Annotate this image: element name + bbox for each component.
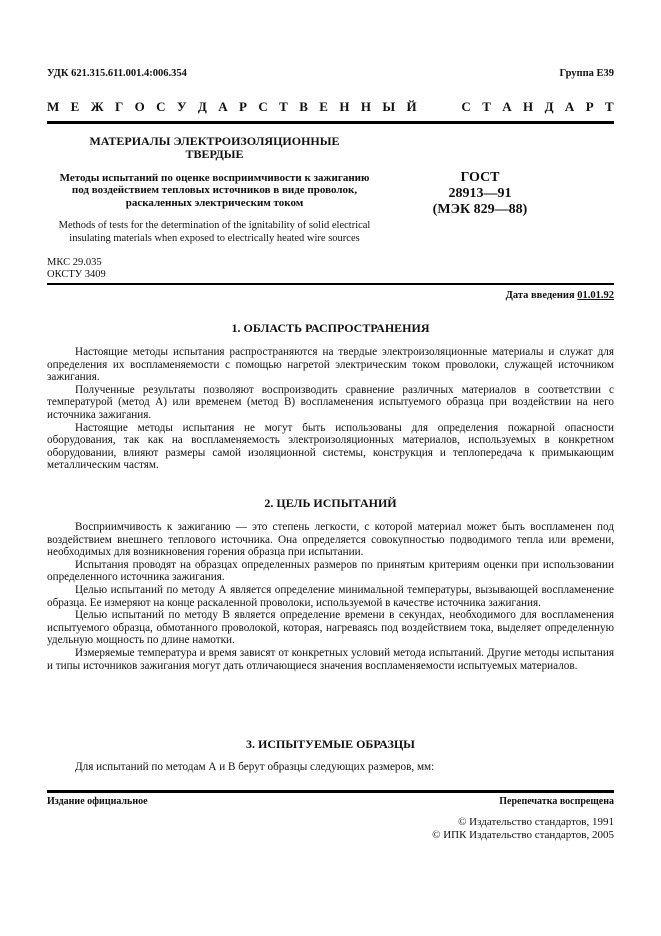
official-edition-label: Издание официальное [47, 796, 148, 807]
document-subtitle: Методы испытаний по оценке восприимчивости к зажиганию под воздействием тепловых источников в виде проволок, раскаленных электрическим током [59, 172, 370, 209]
section-2-body: Восприимчивость к зажиганию — это степень легкости, с которой материал может быть воспламенен под воздействием внешнего теплового источника. Она определяется совокупностью подводимого тепла или времени, необходимых для возникновения горения образца при испытании. Испытания проводят на образцах определенных размеров по принятым критериям оценки при использовании определенного источника зажигания. Целью испытаний по методу А является определение минимальной температуры, вызывающей воспламенение образца. Ее измеряют на конце раскаленной проволоки, используемой в качестве источника зажигания. Целью испытаний по методу В является определение времени в секундах, необходимого для воспламенения испытуемого образца, обмотанного проволокой, которая, нагреваясь под воздействием тока, выделяет определенную удельную мощность по длине намотки. Измеряемые температура и время зависят от конкретных условий метода испытаний. Другие методы испытания и типы источников зажигания могут дать отличающиеся значения воспламеняемости испытуемых материалов. [47, 521, 614, 672]
udk-code: УДК 621.315.611.001.4:006.354 [47, 68, 187, 79]
document-title: МАТЕРИАЛЫ ЭЛЕКТРОИЗОЛЯЦИОННЫЕ ТВЕРДЫЕ [89, 134, 340, 161]
section-1-body: Настоящие методы испытания распространяются на твердые электроизоляционные материалы и служат для определения их воспламеняемости с помощью нагретой электрическим током проволоки, служащей источником зажигания. Полученные результаты позволяют воспроизводить сравнение различных материалов в соответствии с температурой (метод А) или временем (метод В) воспламенения испытуемого образца при воздействии на него источника зажигания. Настоящие методы испытания не могут быть использованы для определения пожарной опасности оборудования, так как на воспламеняемость электроизоляционных материалов, используемых в конкретном оборудовании, влияют размеры самой изоляционной системы, конструкция и теплопередача к примыкающим металлическим частям. [47, 346, 614, 472]
group-code: Группа Е39 [559, 68, 614, 79]
effective-date: Дата введения 01.01.92 [505, 290, 614, 301]
interstate-standard-banner: М Е Ж Г О С У Д А Р С Т В Е Н Н Ы Й С Т А Н Д А Р Т [47, 99, 614, 114]
section-3-body: Для испытаний по методам А и В берут образцы следующих размеров, мм: [75, 761, 435, 773]
section-3-heading: 3. ИСПЫТУЕМЫЕ ОБРАЗЦЫ [246, 737, 415, 751]
section-1-heading: 1. ОБЛАСТЬ РАСПРОСТРАНЕНИЯ [231, 321, 430, 335]
section-2-heading: 2. ЦЕЛЬ ИСПЫТАНИЙ [264, 496, 397, 510]
copyright-block: © Издательство стандартов, 1991 © ИПК Издательство стандартов, 2005 [432, 816, 614, 841]
gost-designation: ГОСТ 28913—91 (МЭК 829—88) [432, 170, 528, 217]
footer-rule [47, 790, 614, 793]
english-title: Methods of tests for the determination of the ignitability of solid electrical insulating materials when exposed to electrically heated wire sources [58, 220, 371, 244]
reprint-prohibited-label: Перепечатка воспрещена [499, 796, 614, 807]
header-rule [47, 121, 614, 124]
classification-rule [47, 283, 614, 285]
classification-codes: МКС 29.035 ОКСТУ 3409 [47, 257, 106, 280]
